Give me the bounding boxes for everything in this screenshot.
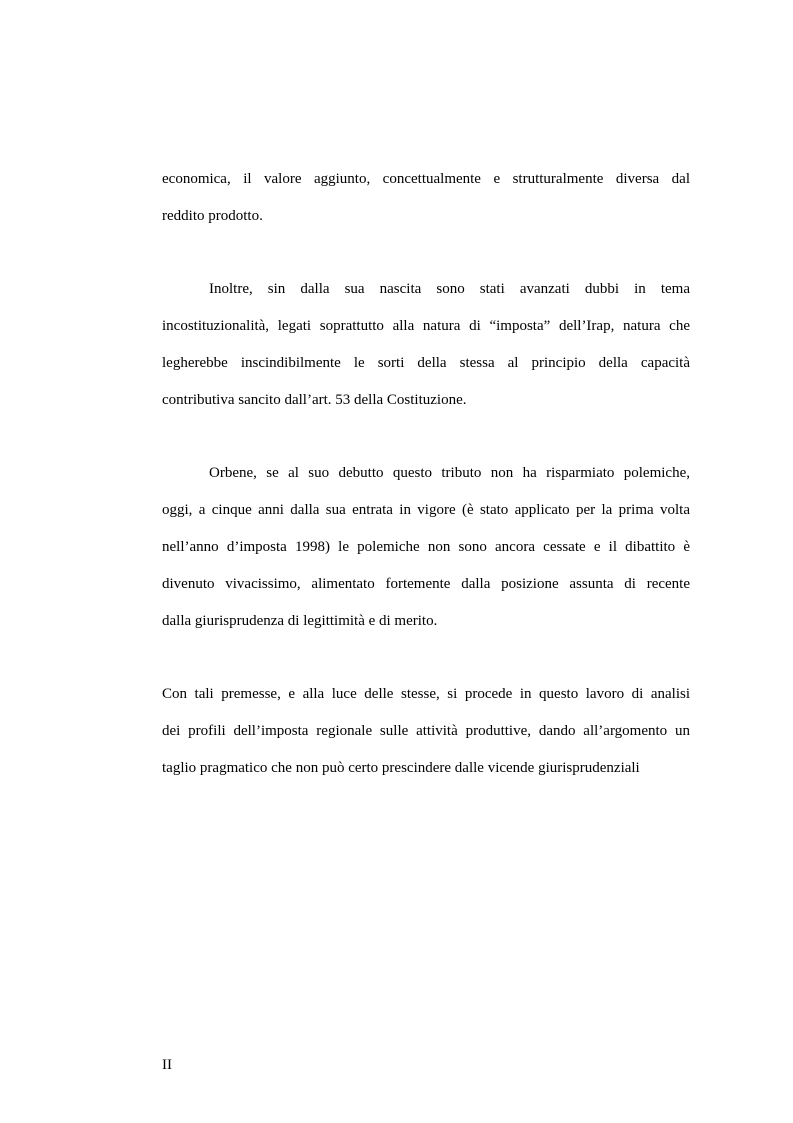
paragraph-2-line-1: Inoltre, sin dalla sua nascita sono stati avanzati dubbi in tema bbox=[209, 281, 690, 297]
paragraph-3-line-2: oggi, a cinque anni dalla sua entrata in vigore (è stato applicato per la prima volta bbox=[162, 502, 690, 518]
paragraph-3-line-5: dalla giurisprudenza di legittimità e di merito. bbox=[162, 613, 438, 629]
paragraph-1-line-1: economica, il valore aggiunto, concettualmente e strutturalmente diversa dal bbox=[162, 171, 690, 187]
paragraph-3-line-4: divenuto vivacissimo, alimentato fortemente dalla posizione assunta di recente bbox=[162, 576, 690, 592]
paragraph-2-line-2: incostituzionalità, legati soprattutto alla natura di “imposta” dell’Irap, natura che bbox=[162, 318, 690, 334]
page-number: II bbox=[162, 1057, 172, 1073]
paragraph-1-line-2: reddito prodotto. bbox=[162, 208, 263, 224]
paragraph-4-line-3: taglio pragmatico che non può certo prescindere dalle vicende giurisprudenziali bbox=[162, 760, 640, 776]
paragraph-2-line-3: legherebbe inscindibilmente le sorti della stessa al principio della capacità bbox=[162, 355, 690, 371]
paragraph-4-line-1: Con tali premesse, e alla luce delle stesse, si procede in questo lavoro di analisi bbox=[162, 686, 690, 702]
paragraph-3-line-1: Orbene, se al suo debutto questo tributo non ha risparmiato polemiche, bbox=[209, 465, 690, 481]
paragraph-4-line-2: dei profili dell’imposta regionale sulle attività produttive, dando all’argomento un bbox=[162, 723, 690, 739]
paragraph-3-line-3: nell’anno d’imposta 1998) le polemiche non sono ancora cessate e il dibattito è bbox=[162, 539, 690, 555]
paragraph-2-line-4: contributiva sancito dall’art. 53 della Costituzione. bbox=[162, 392, 467, 408]
